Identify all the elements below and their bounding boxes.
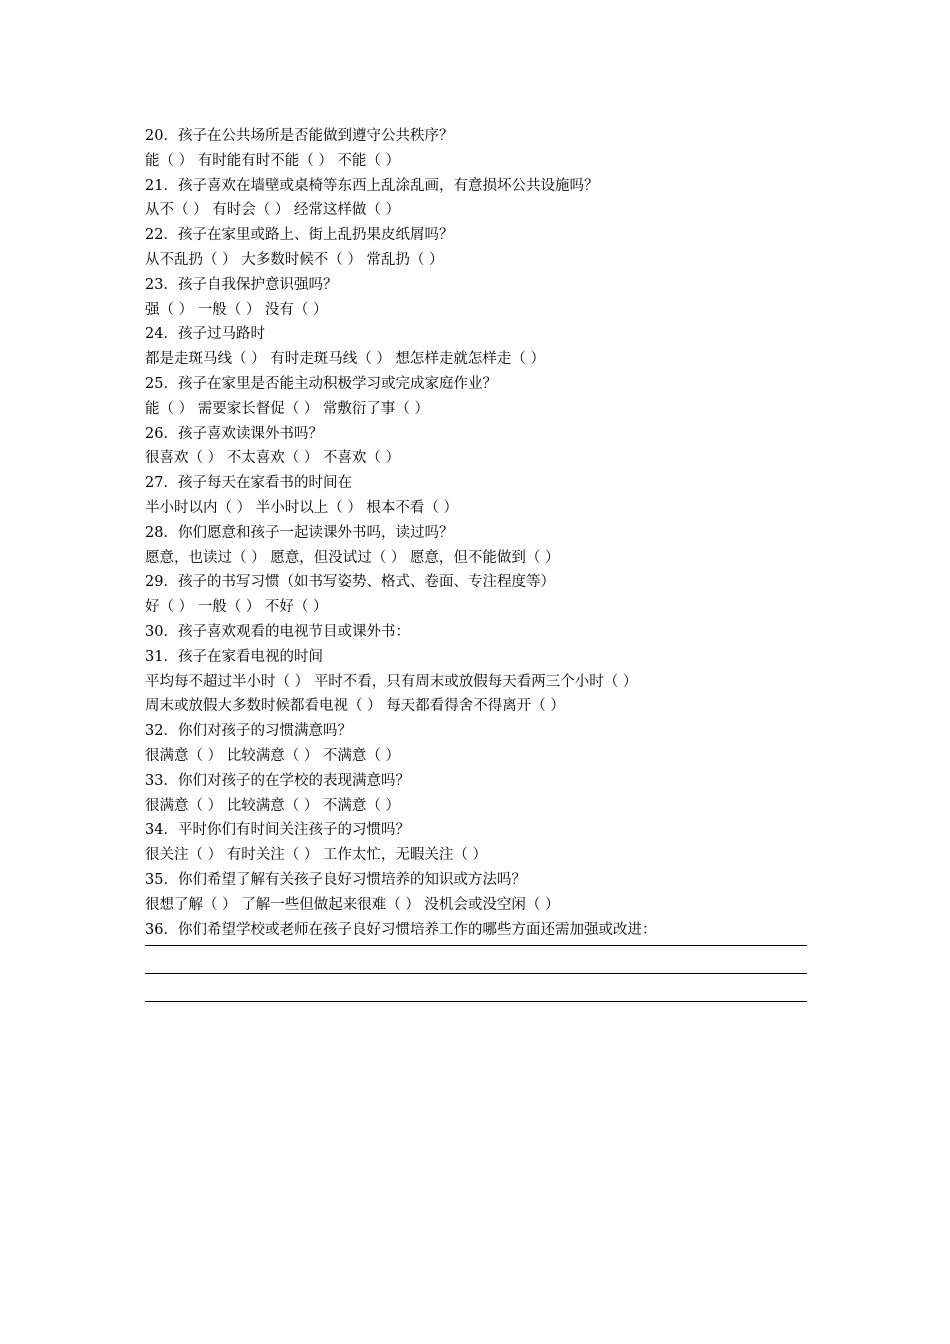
- question-23: 23．孩子自我保护意识强吗？: [145, 276, 338, 293]
- options-35: 很想了解（ ） 了解一些但做起来很难（ ） 没机会或没空闲（ ）: [145, 896, 560, 913]
- options-34: 很关注（ ） 有时关注（ ） 工作太忙，无暇关注（ ）: [145, 847, 488, 864]
- options-29: 好（ ） 一般（ ） 不好（ ）: [145, 599, 328, 616]
- options-23: 强（ ） 一般（ ） 没有（ ）: [145, 301, 328, 318]
- options-27: 半小时以内（ ） 半小时以上（ ） 根本不看（ ）: [145, 499, 459, 516]
- question-36: 36．你们希望学校或老师在孩子良好习惯培养工作的哪些方面还需加强或改进：: [145, 921, 657, 938]
- question-25: 25．孩子在家里是否能主动积极学习或完成家庭作业？: [145, 375, 497, 392]
- options-31-b: 周末或放假大多数时候都看电视（ ） 每天都看得舍不得离开（ ）: [145, 698, 565, 715]
- questionnaire-page: [145, 124, 807, 1002]
- options-22: 从不乱扔（ ） 大多数时候不（ ） 常乱扔（ ）: [145, 251, 444, 268]
- question-34: 34．平时你们有时间关注孩子的习惯吗？: [145, 822, 410, 839]
- question-31: 31．孩子在家看电视的时间: [145, 648, 323, 665]
- options-24: 都是走斑马线（ ） 有时走斑马线（ ） 想怎样走就怎样走（ ）: [145, 351, 546, 368]
- question-30: 30．孩子喜欢观看的电视节目或课外书：: [145, 623, 410, 640]
- question-29: 29．孩子的书写习惯（如书写姿势、格式、卷面、专注程度等）: [145, 574, 555, 591]
- question-20: 20．孩子在公共场所是否能做到遵守公共秩序？: [145, 128, 454, 144]
- question-28: 28．你们愿意和孩子一起读课外书吗，读过吗？: [145, 524, 454, 541]
- options-28: 愿意，也读过（ ） 愿意，但没试过（ ） 愿意，但不能做到（ ）: [145, 549, 560, 566]
- options-33: 很满意（ ） 比较满意（ ） 不满意（ ）: [145, 797, 401, 814]
- options-21: 从不（ ） 有时会（ ） 经常这样做（ ）: [145, 202, 401, 219]
- question-24: 24．孩子过马路时: [145, 326, 265, 343]
- options-32: 很满意（ ） 比较满意（ ） 不满意（ ）: [145, 747, 401, 764]
- question-22: 22．孩子在家里或路上、街上乱扔果皮纸屑吗？: [145, 227, 454, 244]
- question-27: 27．孩子每天在家看书的时间在: [145, 475, 352, 492]
- answer-blank-line-2[interactable]: [145, 946, 807, 974]
- question-32: 32．你们对孩子的习惯满意吗？: [145, 723, 352, 740]
- question-21: 21．孩子喜欢在墙壁或桌椅等东西上乱涂乱画，有意损坏公共设施吗？: [145, 177, 599, 194]
- answer-blank-line-3[interactable]: [145, 974, 807, 1002]
- options-31-a: 平均每不超过半小时（ ） 平时不看，只有周末或放假每天看两三个小时（ ）: [145, 673, 638, 690]
- options-20: 能（ ） 有时能有时不能（ ） 不能（ ）: [145, 152, 401, 169]
- options-25: 能（ ） 需要家长督促（ ） 常敷衍了事（ ）: [145, 400, 430, 417]
- question-35: 35．你们希望了解有关孩子良好习惯培养的知识或方法吗？: [145, 871, 526, 888]
- question-33: 33．你们对孩子的在学校的表现满意吗？: [145, 772, 410, 789]
- question-26: 26．孩子喜欢读课外书吗？: [145, 425, 323, 442]
- options-26: 很喜欢（ ） 不太喜欢（ ） 不喜欢（ ）: [145, 450, 401, 467]
